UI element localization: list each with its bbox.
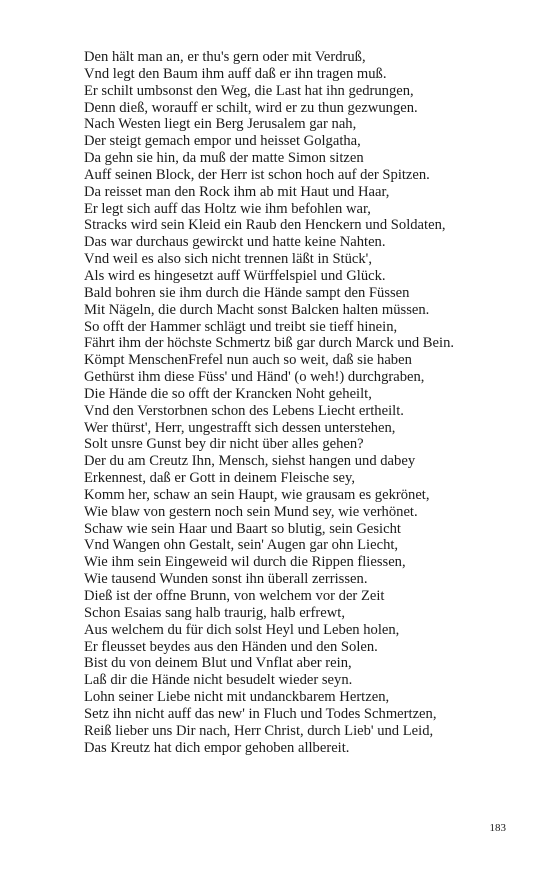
poem-line: Da reisset man den Rock ihm ab mit Haut und Haar, [84, 183, 390, 200]
poem-line: Lohn seiner Liebe nicht mit undanckbarem Hertzen, [84, 689, 390, 706]
poem-line: Wer thürst', Herr, ungestrafft sich dessen unterstehen, [84, 419, 396, 436]
poem-line: Laß dir die Hände nicht besudelt wieder seyn. [84, 672, 353, 689]
poem-line: Setz ihn nicht auff das new' in Fluch und Todes Schmertzen, [84, 705, 437, 722]
page-number: 183 [489, 822, 506, 834]
poem-line: Fährt ihm der höchste Schmertz biß gar durch Marck und Bein. [84, 335, 455, 352]
poem-line: Wie tausend Wunden sonst ihn überall zerrissen. [84, 571, 368, 588]
poem-line: Vnd weil es also sich nicht trennen läßt in Stück', [84, 251, 372, 268]
poem-text [84, 49, 454, 756]
poem-line: Der du am Creutz Ihn, Mensch, siehst hangen und dabey [84, 453, 416, 470]
poem-line: Das Kreutz hat dich empor gehoben allbereit. [84, 739, 350, 756]
poem-line: Er fleusset beydes aus den Händen und den Solen. [84, 638, 378, 655]
poem-line: Das war durchaus gewirckt und hatte keine Nahten. [84, 234, 386, 251]
poem-line: Nach Westen liegt ein Berg Jerusalem gar nah, [84, 116, 357, 133]
poem-line: Als wird es hingesetzt auff Würffelspiel und Glück. [84, 267, 386, 284]
poem-line: So offt der Hammer schlägt und treibt sie tieff hinein, [84, 318, 398, 335]
poem-line: Vnd legt den Baum ihm auff daß er ihn tragen muß. [84, 65, 387, 82]
poem-line: Erkennest, daß er Gott in deinem Fleische sey, [84, 470, 355, 487]
poem-line: Die Hände die so offt der Krancken Noht geheilt, [84, 385, 372, 402]
poem-line: Gethürst ihm diese Füss' und Händ' (o weh!) durchgraben, [84, 369, 425, 386]
poem-line: Aus welchem du für dich solst Heyl und Leben holen, [84, 621, 400, 638]
poem-line: Da gehn sie hin, da muß der matte Simon sitzen [84, 150, 364, 167]
poem-line: Mit Nägeln, die durch Macht sonst Balcken halten müssen. [84, 301, 430, 318]
poem-line: Wie blaw von gestern noch sein Mund sey, wie verhönet. [84, 503, 418, 520]
poem-line: Der steigt gemach empor und heisset Golgatha, [84, 133, 361, 150]
poem-line: Auff seinen Block, der Herr ist schon hoch auf der Spitzen. [84, 166, 430, 183]
poem-line: Vnd Wangen ohn Gestalt, sein' Augen gar ohn Liecht, [84, 537, 399, 554]
poem-line: Er schilt umbsonst den Weg, die Last hat ihn gedrungen, [84, 82, 414, 99]
poem-line: Denn dieß, worauff er schilt, wird er zu thun gezwungen. [84, 99, 418, 116]
poem-line: Schon Esaias sang halb traurig, halb erfrewt, [84, 604, 345, 621]
poem-line: Vnd den Verstorbnen schon des Lebens Liecht ertheilt. [84, 402, 404, 419]
poem-line: Komm her, schaw an sein Haupt, wie grausam es gekrönet, [84, 486, 430, 503]
poem-line: Er legt sich auff das Holtz wie ihm befohlen war, [84, 200, 371, 217]
poem-line: Solt unsre Gunst bey dir nicht über alles gehen? [84, 436, 364, 453]
poem-line: Schaw wie sein Haar und Baart so blutig, sein Gesicht [84, 520, 401, 537]
poem-line: Stracks wird sein Kleid ein Raub den Henckern und Soldaten, [84, 217, 446, 234]
poem-line: Den hält man an, er thu's gern oder mit Verdruß, [84, 49, 366, 65]
poem-line: Wie ihm sein Eingeweid wil durch die Rippen fliessen, [84, 554, 406, 571]
poem-line: Reiß lieber uns Dir nach, Herr Christ, durch Lieb' und Leid, [84, 722, 434, 739]
poem-line: Bist du von deinem Blut und Vnflat aber rein, [84, 655, 352, 672]
poem-line: Bald bohren sie ihm durch die Hände sampt den Füssen [84, 284, 410, 301]
poem-line: Kömpt MenschenFrefel nun auch so weit, daß sie haben [84, 352, 412, 369]
poem-line: Dieß ist der offne Brunn, von welchem vor der Zeit [84, 588, 385, 604]
